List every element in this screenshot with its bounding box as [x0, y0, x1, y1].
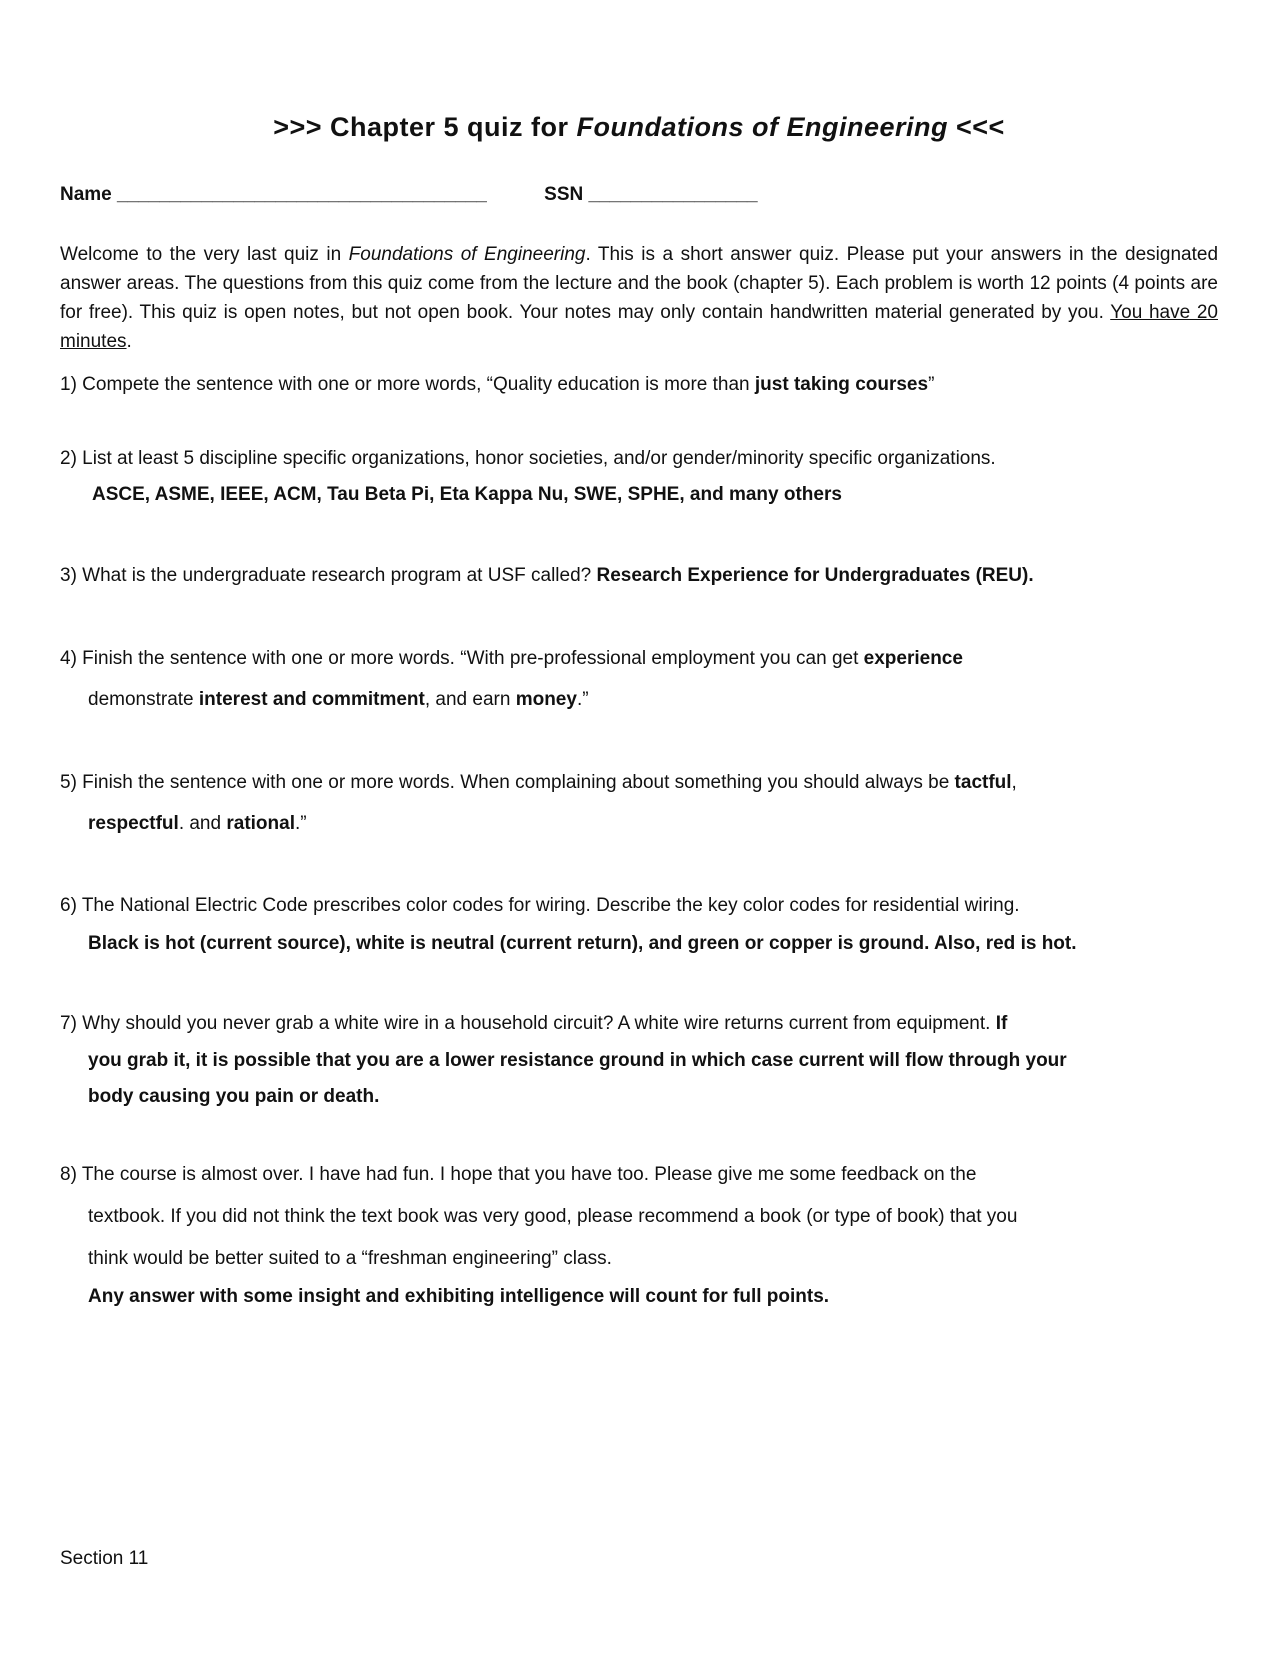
- question-4-answer-1: experience: [863, 648, 963, 669]
- ssn-label: SSN: [544, 184, 584, 205]
- intro-time-limit: You have 20 minutes: [60, 302, 1218, 352]
- question-2: [60, 448, 1218, 506]
- question-4-answer-2: interest and commitment: [198, 689, 425, 710]
- question-4-end: .”: [576, 689, 589, 710]
- intro-end: .: [126, 331, 132, 352]
- question-4-text-3: , and earn: [424, 689, 516, 710]
- question-3-answer: Research Experience for Undergraduates (REU).: [596, 565, 1034, 586]
- question-5-answer-3: rational: [226, 813, 295, 834]
- question-5-answer-2: respectful: [88, 813, 179, 834]
- question-4-answer-3: money: [515, 689, 577, 710]
- title-course: Foundations of Engineering: [576, 112, 948, 142]
- name-ssn-line: [60, 184, 1218, 206]
- question-2-answer: ASCE, ASME, IEEE, ACM, Tau Beta Pi, Eta Kappa Nu, SWE, SPHE, and many others: [92, 484, 842, 505]
- question-1-end: ”: [928, 374, 935, 395]
- quiz-title: [60, 112, 1218, 143]
- question-2-text: 2) List at least 5 discipline specific organizations, honor societies, and/or gender/minority specific organizations.: [60, 448, 996, 469]
- intro-paragraph: [60, 240, 1218, 356]
- question-6-answer: Black is hot (current source), white is neutral (current return), and green or copper is ground. Also, red is hot.: [88, 933, 1077, 954]
- quiz-page: [60, 0, 1218, 1656]
- ssn-blank: ________________: [588, 184, 758, 205]
- question-5-text-2: . and: [178, 813, 227, 834]
- intro-text-1: Welcome to the very last quiz in: [60, 244, 349, 265]
- question-4-text: 4) Finish the sentence with one or more words. “With pre-professional employment you can get: [60, 648, 864, 669]
- intro-text-2: . This is a short answer quiz. Please put your answers in the designated answer areas. The questions from this quiz come from the lecture and the book (chapter 5). Each problem is worth 12 points (4 points are for free). This quiz is open notes, but not open book. Your notes may only contain handwritten material generated by you.: [60, 244, 1219, 323]
- question-8-answer: Any answer with some insight and exhibiting intelligence will count for full points.: [88, 1286, 830, 1307]
- question-7-text: 7) Why should you never grab a white wire in a household circuit? A white wire returns current from equipment.: [60, 1013, 996, 1034]
- question-5-text: 5) Finish the sentence with one or more words. When complaining about something you should always be: [60, 772, 955, 793]
- question-7-answer-c: body causing you pain or death.: [88, 1086, 380, 1107]
- question-1-answer: just taking courses: [754, 374, 929, 395]
- question-6-text: 6) The National Electric Code prescribes color codes for wiring. Describe the key color codes for residential wiring.: [60, 895, 1020, 916]
- question-1-text: 1) Compete the sentence with one or more words, “Quality education is more than: [60, 374, 755, 395]
- intro-course: Foundations of Engineering: [348, 244, 586, 265]
- question-7: [60, 1013, 1218, 1108]
- title-prefix: >>> Chapter 5 quiz for: [273, 112, 577, 142]
- question-5-answer-1: tactful: [954, 772, 1012, 793]
- question-5-end: .”: [294, 813, 307, 834]
- question-7-answer-a: If: [995, 1013, 1008, 1034]
- question-8-text-2: textbook. If you did not think the text book was very good, please recommend a book (or type of book) that you: [88, 1206, 1018, 1227]
- question-4-text-2: demonstrate: [88, 689, 199, 710]
- section-footer: Section 11: [60, 1548, 149, 1569]
- question-8-text-3: think would be better suited to a “freshman engineering” class.: [88, 1248, 612, 1269]
- question-5-sep: ,: [1011, 772, 1017, 793]
- name-label: Name: [60, 184, 112, 205]
- question-1: [60, 374, 1218, 396]
- question-3: [60, 565, 1218, 587]
- question-3-text: 3) What is the undergraduate research program at USF called?: [60, 565, 597, 586]
- question-8: [60, 1164, 1218, 1308]
- question-4: [60, 648, 1218, 711]
- question-7-answer-b: you grab it, it is possible that you are a lower resistance ground in which case current will flow through your: [88, 1050, 1067, 1071]
- question-6: [60, 895, 1218, 955]
- question-5: [60, 772, 1218, 835]
- name-blank: ___________________________________: [117, 184, 487, 205]
- title-suffix: <<<: [948, 112, 1005, 142]
- question-8-text-1: 8) The course is almost over. I have had fun. I hope that you have too. Please give me some feedback on the: [60, 1164, 977, 1185]
